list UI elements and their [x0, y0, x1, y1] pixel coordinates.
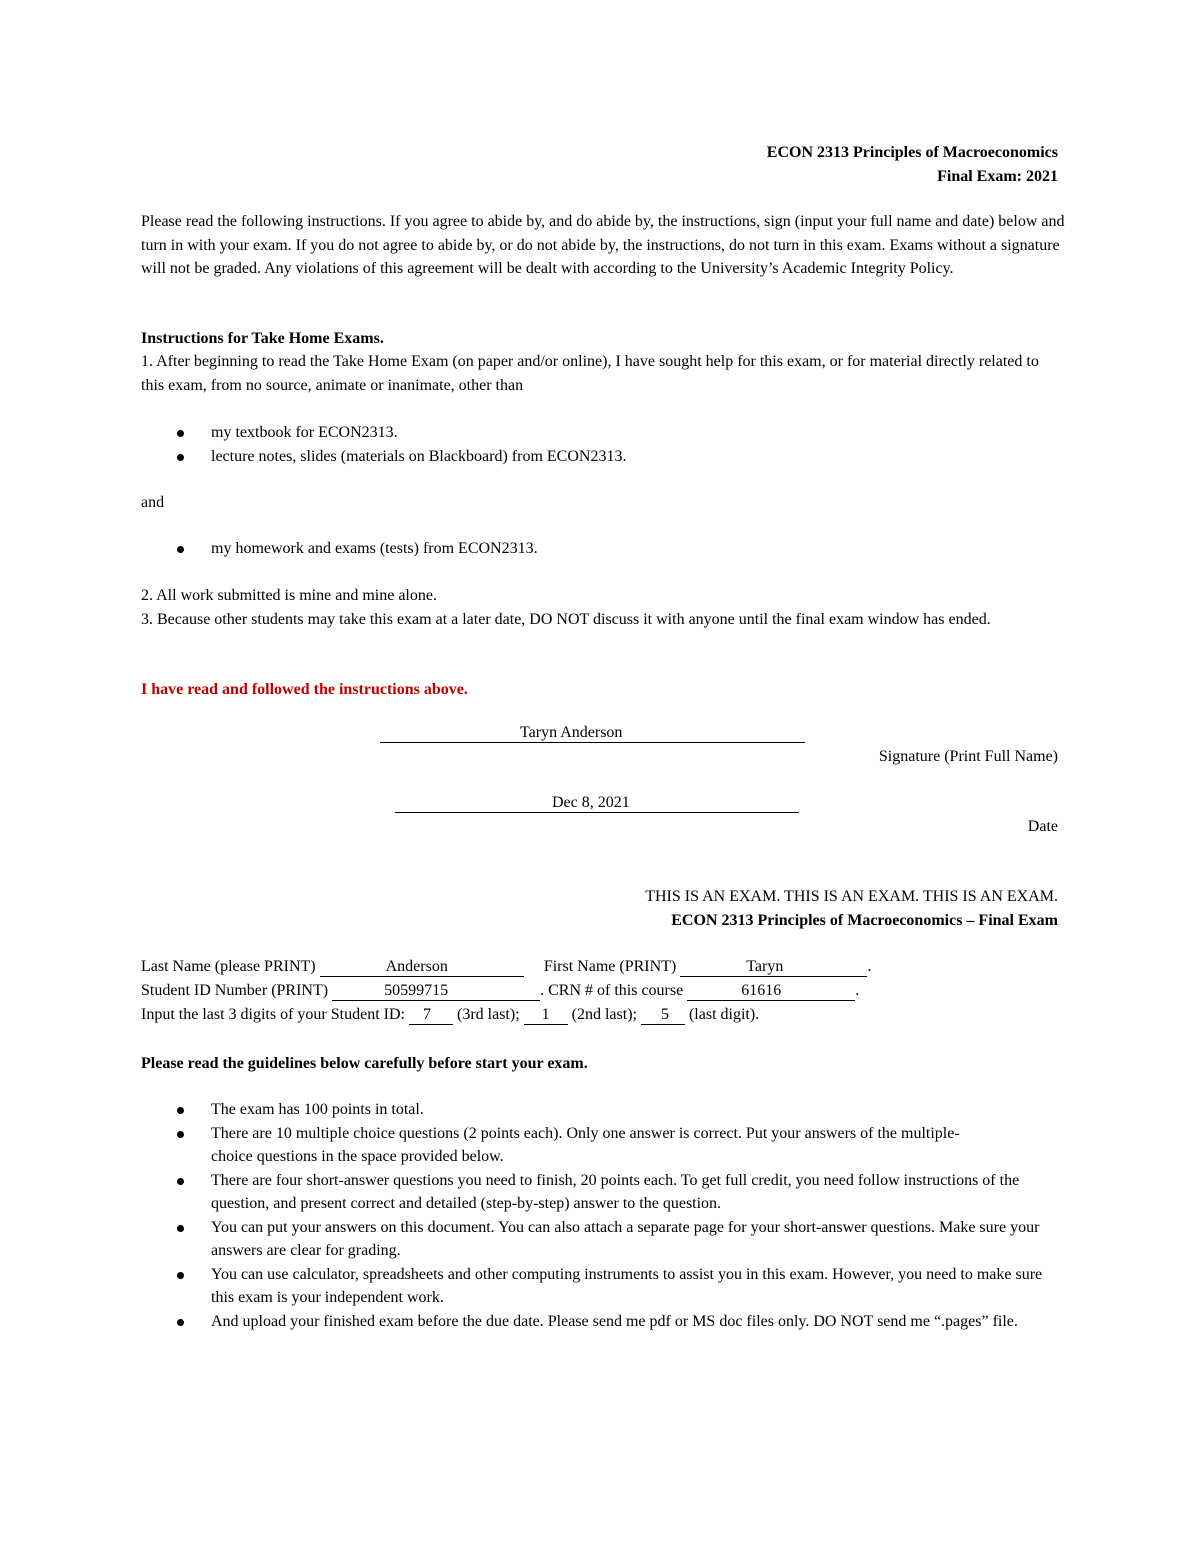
- bullet-icon: [177, 1131, 184, 1138]
- signature-name: Taryn Anderson: [520, 724, 623, 741]
- list-item: The exam has 100 points in total.: [141, 1098, 1061, 1122]
- bullet-icon: [177, 454, 184, 461]
- list-item: my textbook for ECON2313.: [141, 421, 1061, 445]
- allowed-sources-list: [141, 421, 1061, 468]
- student-id-label: Student ID Number (PRINT): [141, 982, 329, 999]
- digit-3rd-last-label: (3rd last);: [456, 1006, 520, 1023]
- signature-name-line: [380, 724, 805, 743]
- digit-2nd-last-label: (2nd last);: [571, 1006, 637, 1023]
- last-name-value: Anderson: [385, 958, 448, 975]
- bullet-icon: [177, 1225, 184, 1232]
- list-item: There are 10 multiple choice questions (2 points each). Only one answer is correct. Put your answers of the multiple-choice questions in the space provided below.: [141, 1122, 1061, 1169]
- digits-label: Input the last 3 digits of your Student ID:: [141, 1006, 405, 1023]
- list-item: There are four short-answer questions you need to finish, 20 points each. To get full credit, you need follow instructions of the question, and present correct and detailed (step-by-step) answer to the question.: [141, 1169, 1061, 1216]
- agreement-statement: I have read and followed the instructions above.: [141, 681, 468, 698]
- list-item: lecture notes, slides (materials on Blackboard) from ECON2313.: [141, 445, 1061, 469]
- bullet-icon: [177, 546, 184, 553]
- crn-value: 61616: [741, 982, 782, 999]
- instruction-item-3: 3. Because other students may take this exam at a later date, DO NOT discuss it with anyone until the final exam window has ended.: [141, 611, 991, 628]
- signature-date: Dec 8, 2021: [552, 794, 630, 811]
- digit-3rd-last: 7: [422, 1006, 431, 1023]
- and-text: and: [141, 494, 165, 511]
- bullet-icon: [177, 1107, 184, 1114]
- intro-paragraph: Please read the following instructions. If you agree to abide by, and do abide by, the instructions, sign (input your full name and date) below and turn in with your exam. If you do not agree to abide by, or do not abide by, the instructions, do not turn in this exam. Exams without a signature will not be graded. Any violations of this agreement will be dealt with according to the University’s Academic Integrity Policy.: [141, 213, 1065, 277]
- last-name-label: Last Name (please PRINT): [141, 958, 316, 975]
- course-title: ECON 2313 Principles of Macroeconomics: [766, 144, 1058, 161]
- instructions-title: Instructions for Take Home Exams.: [141, 330, 384, 347]
- id-row: Student ID Number (PRINT) 50599715 . CRN # of this course 61616 .: [141, 982, 860, 999]
- list-item: my homework and exams (tests) from ECON2313.: [141, 537, 1061, 561]
- signature-date-line: [395, 794, 799, 813]
- document-header: [141, 141, 1058, 189]
- first-name-label: First Name (PRINT): [543, 958, 677, 975]
- allowed-sources-list-2: [141, 537, 1061, 561]
- digit-2nd-last: 1: [541, 1006, 550, 1023]
- digits-row: [141, 1006, 759, 1025]
- student-id-value: 50599715: [384, 982, 449, 999]
- name-row: Last Name (please PRINT) Anderson First Name (PRINT) Taryn .: [141, 958, 872, 975]
- digit-last: 5: [660, 1006, 669, 1023]
- exam-warning: THIS IS AN EXAM. THIS IS AN EXAM. THIS IS AN EXAM.: [645, 888, 1058, 905]
- bullet-icon: [177, 1319, 184, 1326]
- instruction-item-1: 1. After beginning to read the Take Home Exam (on paper and/or online), I have sought help for this exam, or for material directly related to this exam, from no source, animate or inanimate, other than: [141, 353, 1039, 394]
- list-item: You can use calculator, spreadsheets and other computing instruments to assist you in this exam. However, you need to make sure this exam is your independent work.: [141, 1263, 1061, 1310]
- signature-label: Signature (Print Full Name): [878, 748, 1058, 765]
- bullet-icon: [177, 430, 184, 437]
- crn-label: . CRN # of this course: [540, 982, 684, 999]
- digit-last-label: (last digit).: [688, 1006, 760, 1023]
- exam-title: Final Exam: 2021: [937, 168, 1058, 185]
- list-item: You can put your answers on this document. You can also attach a separate page for your short-answer questions. Make sure your answers are clear for grading.: [141, 1216, 1061, 1263]
- guidelines-list: [141, 1098, 1061, 1333]
- bullet-icon: [177, 1272, 184, 1279]
- date-label: Date: [1027, 818, 1058, 835]
- guidelines-title: Please read the guidelines below carefully before start your exam.: [141, 1055, 588, 1072]
- list-item: And upload your finished exam before the due date. Please send me pdf or MS doc files only. DO NOT send me “.pages” file.: [141, 1310, 1061, 1334]
- instruction-item-2: 2. All work submitted is mine and mine alone.: [141, 587, 437, 604]
- bullet-icon: [177, 1178, 184, 1185]
- first-name-value: Taryn: [746, 958, 784, 975]
- exam-header-title: ECON 2313 Principles of Macroeconomics – Final Exam: [671, 912, 1058, 929]
